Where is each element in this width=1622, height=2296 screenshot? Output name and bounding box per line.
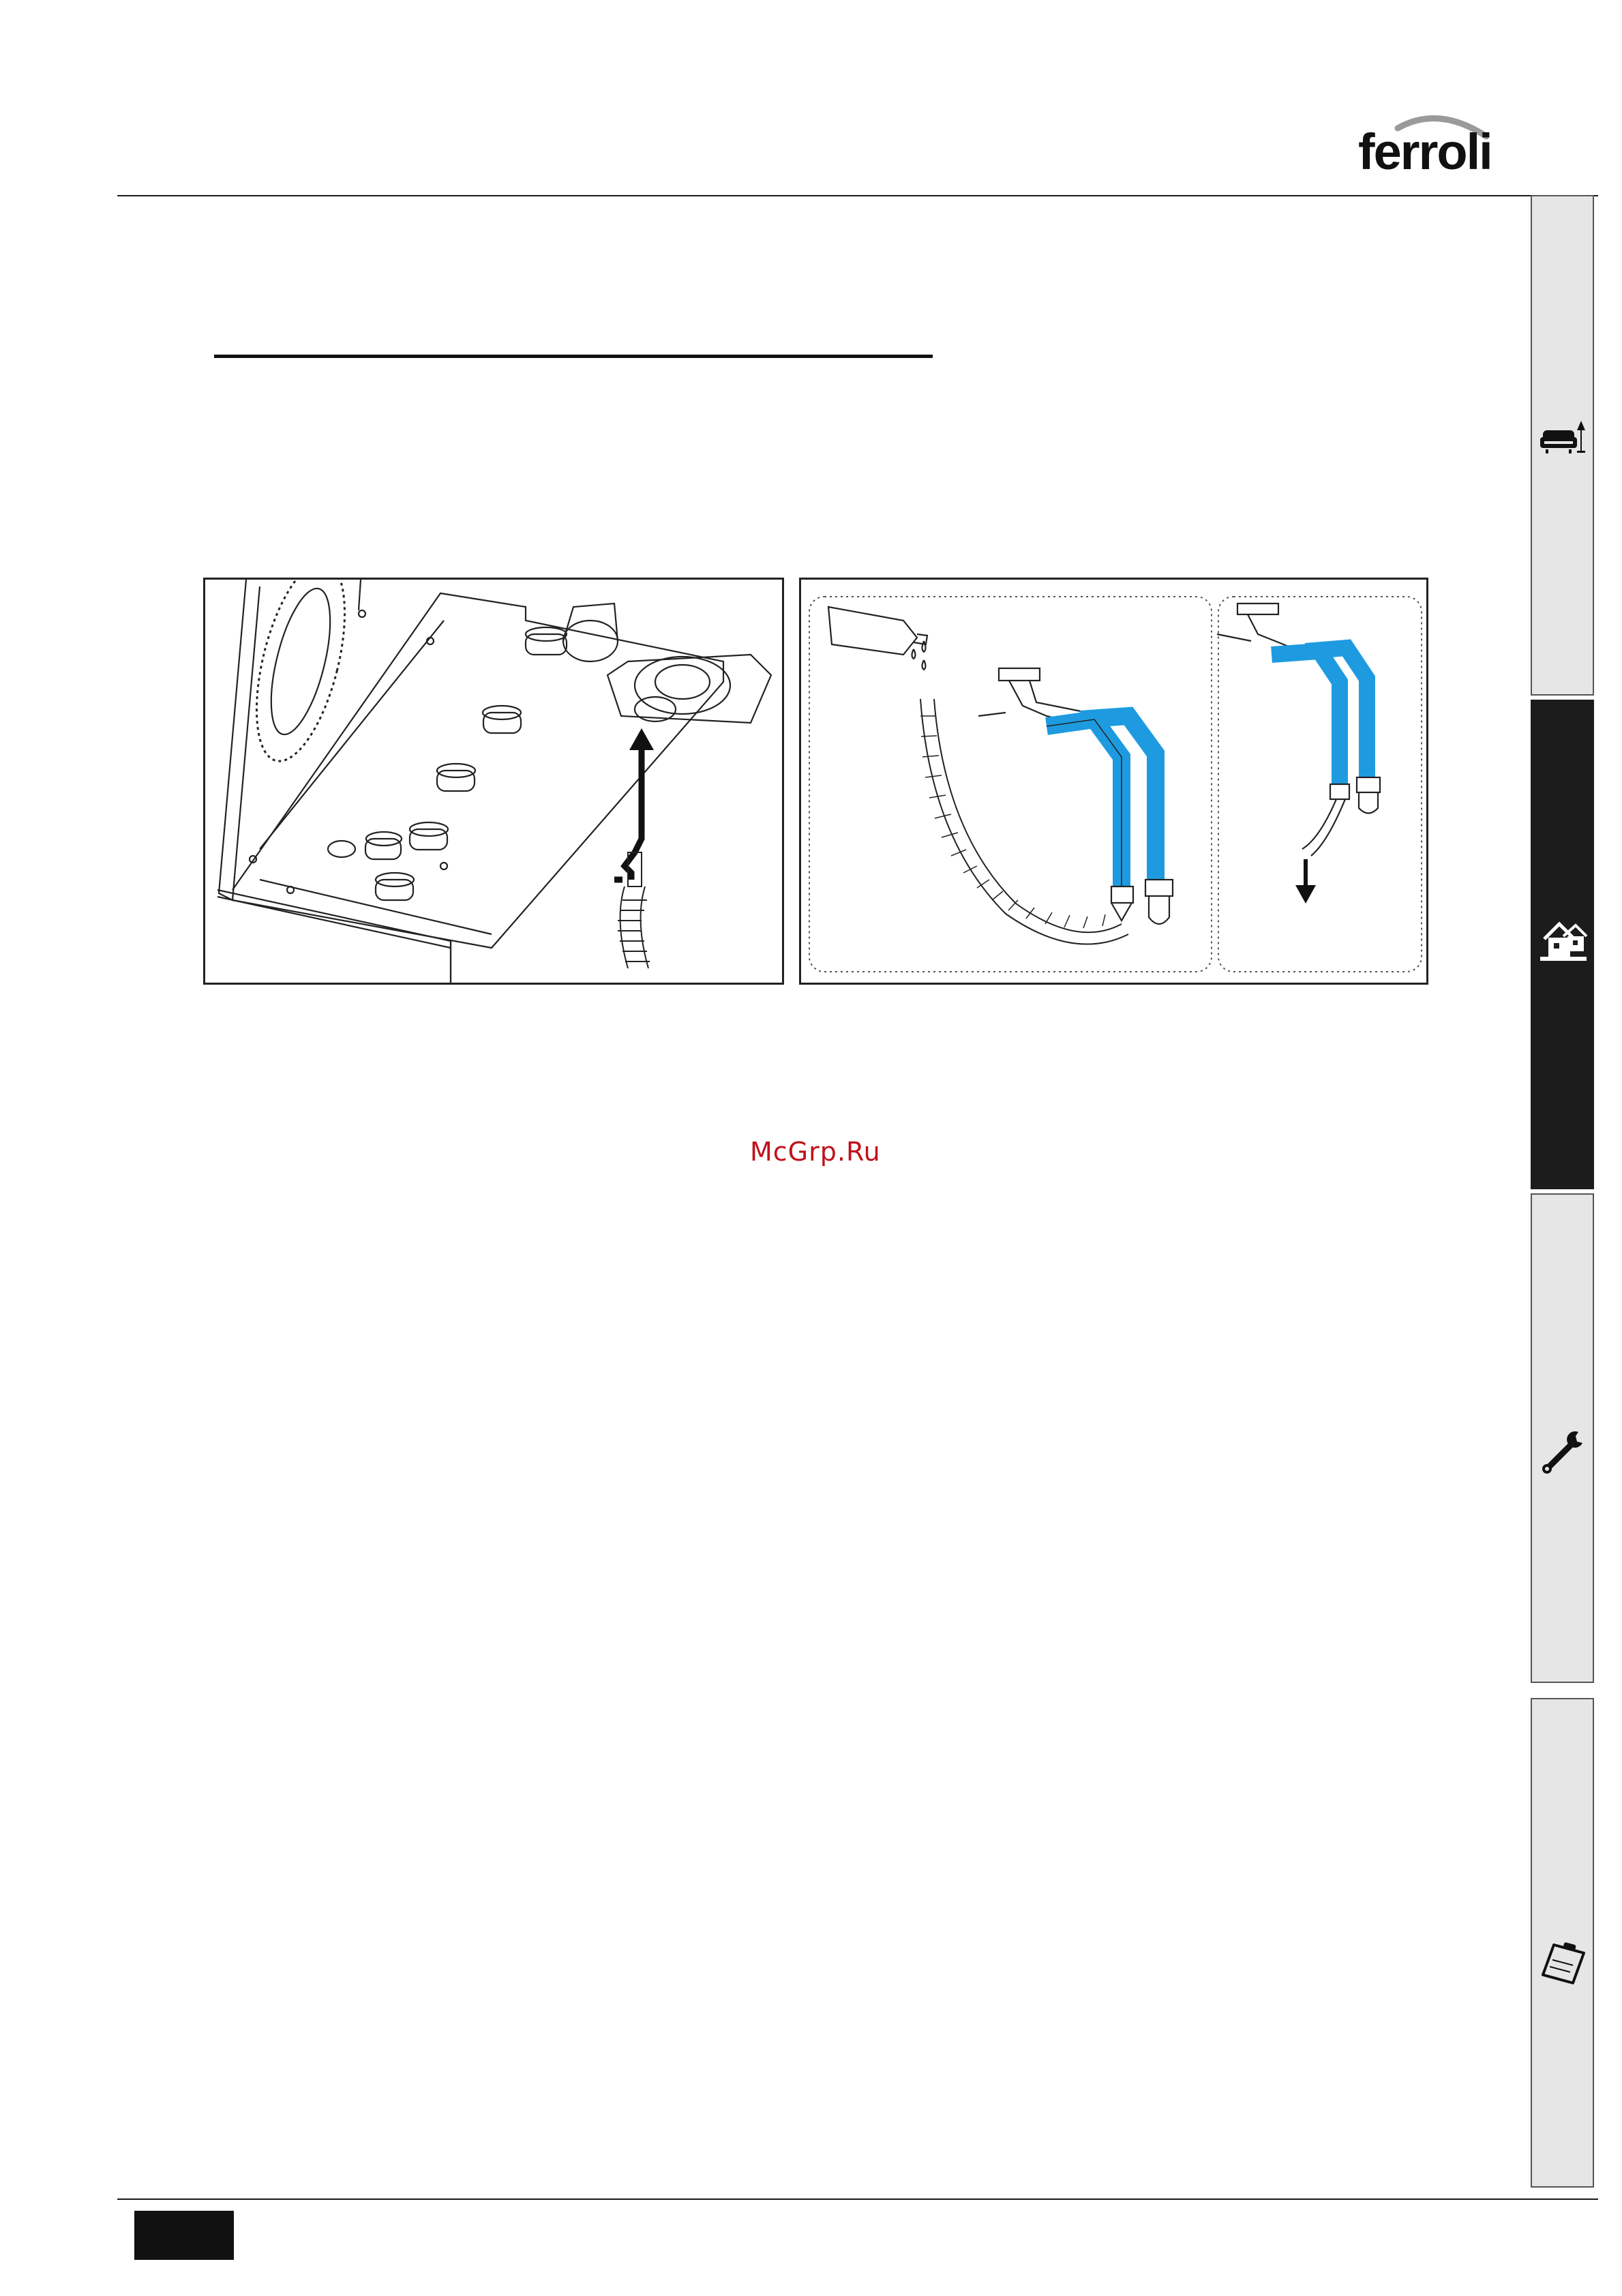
side-tab-installation[interactable] <box>1531 700 1594 1189</box>
page-number-box <box>134 2211 234 2260</box>
clipboard-icon <box>1539 1938 1588 1987</box>
watermark: McGrp.Ru <box>750 1137 881 1167</box>
side-tab-technical-data[interactable] <box>1531 1698 1594 2188</box>
drain-hose-connection-illustration <box>205 580 782 983</box>
house-installation-icon <box>1539 916 1588 965</box>
logo-text: ferroli <box>1358 123 1492 180</box>
figure-siphon <box>799 578 1428 985</box>
figure-boiler-underside <box>203 578 784 985</box>
siphon-filling-illustration <box>801 580 1426 983</box>
armchair-icon <box>1539 411 1588 460</box>
wrench-icon <box>1539 1427 1588 1476</box>
section-heading-underline <box>214 355 933 358</box>
side-tab-service[interactable] <box>1531 1193 1594 1683</box>
side-tab-user[interactable] <box>1531 195 1594 696</box>
header-rule <box>117 195 1598 196</box>
ferroli-logo <box>1357 109 1507 184</box>
footer-rule <box>117 2198 1598 2200</box>
